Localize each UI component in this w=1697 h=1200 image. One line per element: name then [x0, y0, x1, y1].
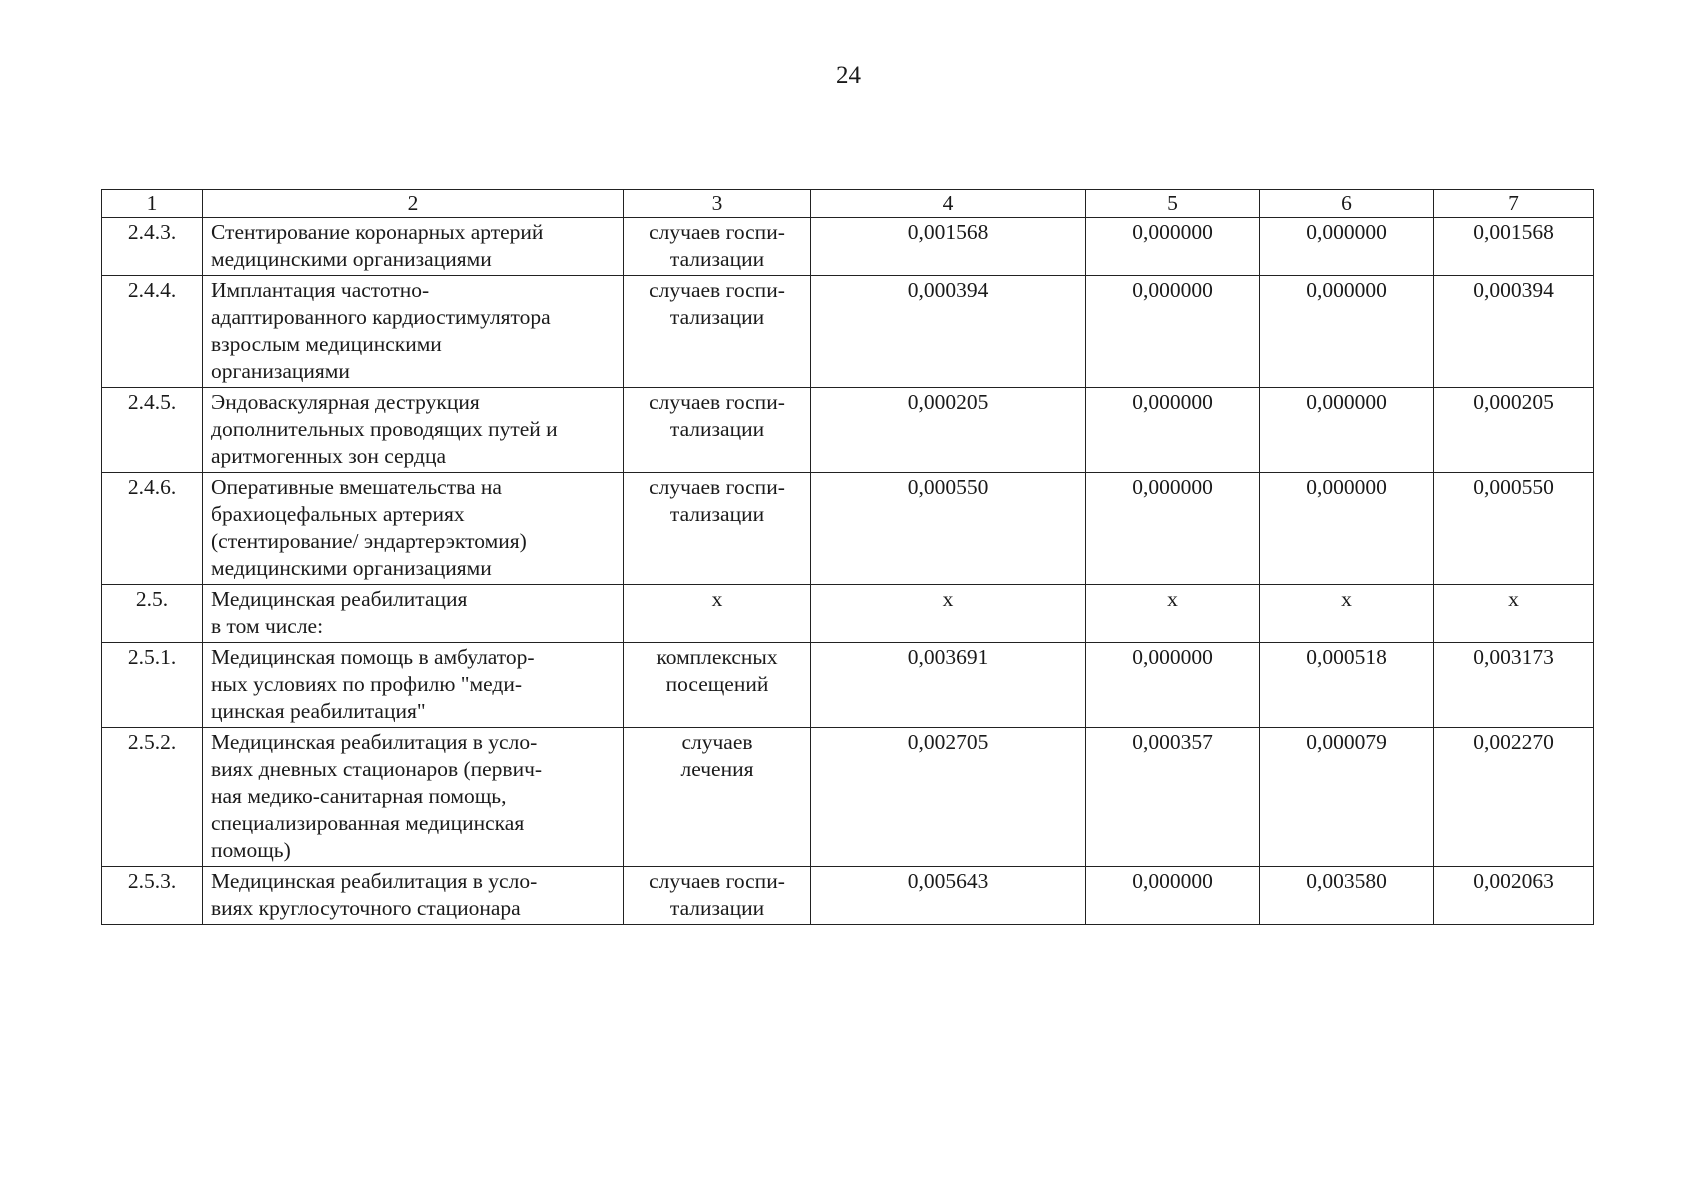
- row-name-line: цинская реабилитация": [211, 699, 426, 723]
- table-row: [102, 218, 1594, 276]
- unit-line: случаев госпи-: [649, 278, 785, 302]
- row-name-line: взрослым медицинскими: [211, 332, 442, 356]
- row-name-line: брахиоцефальных артериях: [211, 502, 465, 526]
- unit-cell: [624, 728, 811, 867]
- value-cell-col-7: 0,002270: [1434, 728, 1594, 867]
- row-name-line: в том числе:: [211, 614, 324, 638]
- unit-cell: [624, 388, 811, 473]
- value-cell-col-4: 0,000550: [811, 473, 1086, 585]
- unit-line: тализации: [669, 417, 765, 441]
- value-cell-col-4: 0,005643: [811, 867, 1086, 925]
- row-name-line: Медицинская помощь в амбулатор-: [211, 645, 535, 669]
- value-cell-col-4: 0,000394: [811, 276, 1086, 388]
- row-name-line: специализированная медицинская: [211, 811, 525, 835]
- row-name-cell: [203, 276, 624, 388]
- row-name-line: ных условиях по профилю "меди-: [211, 672, 523, 696]
- row-name-line: адаптированного кардиостимулятора: [211, 305, 551, 329]
- value-cell-col-6: x: [1260, 585, 1434, 643]
- row-name-line: Имплантация частотно-: [211, 278, 430, 302]
- value-cell-col-6: 0,000000: [1260, 218, 1434, 276]
- unit-cell: [624, 218, 811, 276]
- table-row: [102, 585, 1594, 643]
- value-cell-col-7: 0,000550: [1434, 473, 1594, 585]
- table-row: [102, 388, 1594, 473]
- row-number-cell: 2.4.3.: [102, 218, 203, 276]
- page-number: 24: [836, 62, 861, 89]
- row-number-cell: 2.4.4.: [102, 276, 203, 388]
- value-cell-col-5: 0,000000: [1086, 276, 1260, 388]
- row-number-cell: 2.5.2.: [102, 728, 203, 867]
- row-name-cell: [203, 867, 624, 925]
- data-table: [101, 189, 1594, 925]
- value-cell-col-5: 0,000000: [1086, 643, 1260, 728]
- value-cell-col-4: x: [811, 585, 1086, 643]
- table-row: [102, 643, 1594, 728]
- row-number-cell: 2.4.6.: [102, 473, 203, 585]
- value-cell-col-6: 0,000000: [1260, 276, 1434, 388]
- row-name-line: Стентирование коронарных артерий: [211, 220, 544, 244]
- row-name-line: медицинскими организациями: [211, 247, 492, 271]
- value-cell-col-4: 0,000205: [811, 388, 1086, 473]
- unit-line: случаев госпи-: [649, 390, 785, 414]
- table-row: [102, 473, 1594, 585]
- row-name-cell: [203, 388, 624, 473]
- row-number-cell: 2.5.: [102, 585, 203, 643]
- value-cell-col-6: 0,000079: [1260, 728, 1434, 867]
- row-name-line: организациями: [211, 359, 350, 383]
- unit-line: тализации: [669, 305, 765, 329]
- table-row: [102, 728, 1594, 867]
- value-cell-col-6: 0,000000: [1260, 388, 1434, 473]
- row-name-cell: [203, 218, 624, 276]
- unit-line: x: [711, 587, 723, 611]
- value-cell-col-7: 0,000394: [1434, 276, 1594, 388]
- table-row: [102, 276, 1594, 388]
- value-cell-col-6: 0,003580: [1260, 867, 1434, 925]
- row-name-line: Оперативные вмешательства на: [211, 475, 502, 499]
- value-cell-col-4: 0,003691: [811, 643, 1086, 728]
- row-name-line: медицинскими организациями: [211, 556, 492, 580]
- unit-cell: [624, 276, 811, 388]
- value-cell-col-5: 0,000000: [1086, 473, 1260, 585]
- row-number-cell: 2.5.1.: [102, 643, 203, 728]
- row-name-line: Медицинская реабилитация: [211, 587, 468, 611]
- unit-line: тализации: [669, 896, 765, 920]
- value-cell-col-7: 0,000205: [1434, 388, 1594, 473]
- unit-cell: [624, 473, 811, 585]
- unit-line: случаев госпи-: [649, 869, 785, 893]
- value-cell-col-4: 0,002705: [811, 728, 1086, 867]
- unit-line: случаев госпи-: [649, 475, 785, 499]
- row-name-cell: [203, 473, 624, 585]
- unit-cell: [624, 585, 811, 643]
- row-name-line: (стентирование/ эндартерэктомия): [211, 529, 527, 553]
- row-name-line: Медицинская реабилитация в усло-: [211, 869, 538, 893]
- row-name-line: ная медико-санитарная помощь,: [211, 784, 507, 808]
- row-name-cell: [203, 585, 624, 643]
- value-cell-col-5: 0,000357: [1086, 728, 1260, 867]
- unit-line: тализации: [669, 502, 765, 526]
- column-number-header: 5: [1086, 190, 1260, 218]
- column-number-header: 7: [1434, 190, 1594, 218]
- value-cell-col-7: 0,003173: [1434, 643, 1594, 728]
- value-cell-col-5: x: [1086, 585, 1260, 643]
- value-cell-col-7: 0,001568: [1434, 218, 1594, 276]
- value-cell-col-6: 0,000000: [1260, 473, 1434, 585]
- unit-cell: [624, 643, 811, 728]
- row-name-line: аритмогенных зон сердца: [211, 444, 447, 468]
- unit-line: лечения: [680, 757, 754, 781]
- value-cell-col-5: 0,000000: [1086, 218, 1260, 276]
- row-name-line: помощь): [211, 838, 291, 862]
- value-cell-col-6: 0,000518: [1260, 643, 1434, 728]
- column-number-header: 2: [203, 190, 624, 218]
- unit-line: посещений: [665, 672, 769, 696]
- column-number-header: 6: [1260, 190, 1434, 218]
- unit-line: комплексных: [656, 645, 778, 669]
- row-name-cell: [203, 728, 624, 867]
- value-cell-col-5: 0,000000: [1086, 867, 1260, 925]
- unit-line: случаев госпи-: [649, 220, 785, 244]
- value-cell-col-5: 0,000000: [1086, 388, 1260, 473]
- unit-line: случаев: [681, 730, 753, 754]
- value-cell-col-4: 0,001568: [811, 218, 1086, 276]
- row-name-line: Эндоваскулярная деструкция: [211, 390, 480, 414]
- row-name-cell: [203, 643, 624, 728]
- unit-line: тализации: [669, 247, 765, 271]
- value-cell-col-7: 0,002063: [1434, 867, 1594, 925]
- unit-cell: [624, 867, 811, 925]
- row-name-line: Медицинская реабилитация в усло-: [211, 730, 538, 754]
- row-number-cell: 2.4.5.: [102, 388, 203, 473]
- row-name-line: виях дневных стационаров (первич-: [211, 757, 543, 781]
- column-number-header: 1: [102, 190, 203, 218]
- row-number-cell: 2.5.3.: [102, 867, 203, 925]
- row-name-line: виях круглосуточного стационара: [211, 896, 521, 920]
- column-number-header: 3: [624, 190, 811, 218]
- column-number-header: 4: [811, 190, 1086, 218]
- value-cell-col-7: x: [1434, 585, 1594, 643]
- table-header-row: [102, 190, 1594, 218]
- table-row: [102, 867, 1594, 925]
- row-name-line: дополнительных проводящих путей и: [211, 417, 558, 441]
